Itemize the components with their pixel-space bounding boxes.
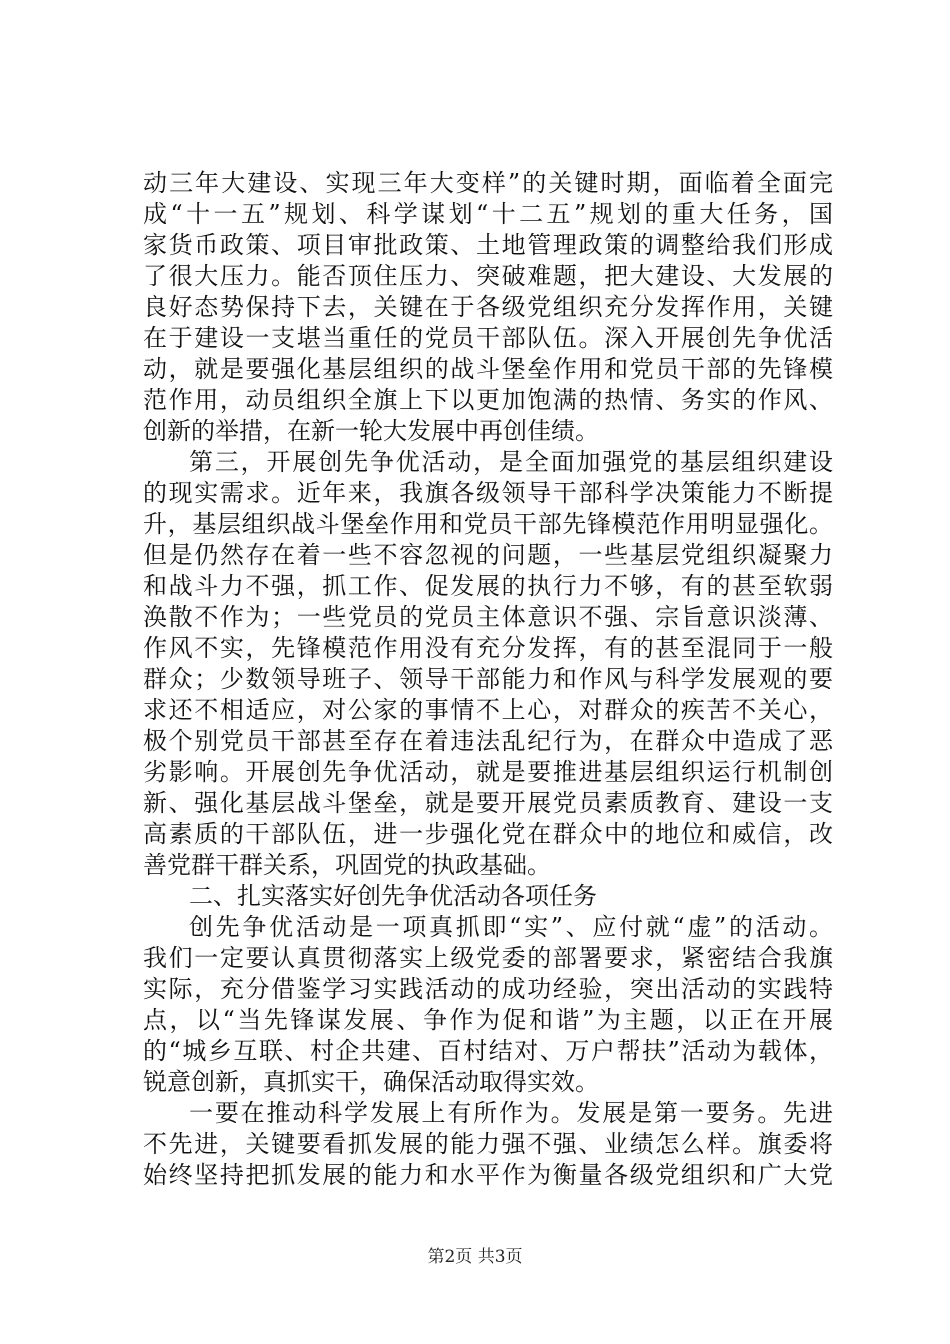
text-line: 升，基层组织战斗堡垒作用和党员干部先锋模范作用明显强化。 xyxy=(143,510,833,538)
document-body xyxy=(143,168,833,1191)
text-line: 了很大压力。能否顶住压力、突破难题，把大建设、大发展的 xyxy=(143,262,833,290)
text-line: 动三年大建设、实现三年大变样”的关键时期，面临着全面完 xyxy=(143,169,833,197)
text-line: 和战斗力不强，抓工作、促发展的执行力不够，有的甚至软弱 xyxy=(143,572,833,600)
text-line: 求还不相适应，对公家的事情不上心，对群众的疾苦不关心， xyxy=(143,696,833,724)
text-line: 的现实需求。近年来，我旗各级领导干部科学决策能力不断提 xyxy=(143,479,833,507)
text-line: 群众；少数领导班子、领导干部能力和作风与科学发展观的要 xyxy=(143,665,833,693)
text-line: 创先争优活动是一项真抓即“实”、应付就“虚”的活动。 xyxy=(189,913,833,941)
text-line: 高素质的干部队伍，进一步强化党在群众中的地位和威信，改 xyxy=(143,820,833,848)
text-line: 锐意创新，真抓实干，确保活动取得实效。 xyxy=(143,1068,599,1096)
text-line: 第三，开展创先争优活动，是全面加强党的基层组织建设 xyxy=(189,448,833,476)
text-line: 动，就是要强化基层组织的战斗堡垒作用和党员干部的先锋模 xyxy=(143,355,833,383)
text-line: 良好态势保持下去，关键在于各级党组织充分发挥作用，关键 xyxy=(143,293,833,321)
text-line: 范作用，动员组织全旗上下以更加饱满的热情、务实的作风、 xyxy=(143,386,833,414)
text-line: 劣影响。开展创先争优活动，就是要推进基层组织运行机制创 xyxy=(143,758,833,786)
text-line: 一要在推动科学发展上有所作为。发展是第一要务。先进 xyxy=(189,1099,833,1127)
text-line: 不先进，关键要看抓发展的能力强不强、业绩怎么样。旗委将 xyxy=(143,1130,833,1158)
text-line: 善党群干群关系，巩固党的执政基础。 xyxy=(143,851,551,879)
text-line: 极个别党员干部甚至存在着违法乱纪行为，在群众中造成了恶 xyxy=(143,727,833,755)
text-line: 二、扎实落实好创先争优活动各项任务 xyxy=(189,882,597,910)
text-line: 始终坚持把抓发展的能力和水平作为衡量各级党组织和广大党 xyxy=(143,1161,833,1189)
text-line: 新、强化基层战斗堡垒，就是要开展党员素质教育、建设一支 xyxy=(143,789,833,817)
text-line: 家货币政策、项目审批政策、土地管理政策的调整给我们形成 xyxy=(143,231,833,259)
text-line: 成“十一五”规划、科学谋划“十二五”规划的重大任务，国 xyxy=(143,200,833,228)
text-line: 的“城乡互联、村企共建、百村结对、万户帮扶”活动为载体， xyxy=(143,1037,833,1065)
text-line: 作风不实，先锋模范作用没有充分发挥，有的甚至混同于一般 xyxy=(143,634,833,662)
text-line: 在于建设一支堪当重任的党员干部队伍。深入开展创先争优活 xyxy=(143,324,833,352)
text-line: 实际，充分借鉴学习实践活动的成功经验，突出活动的实践特 xyxy=(143,975,833,1003)
text-line: 涣散不作为；一些党员的党员主体意识不强、宗旨意识淡薄、 xyxy=(143,603,833,631)
text-line: 创新的举措，在新一轮大发展中再创佳绩。 xyxy=(143,417,599,445)
page-footer: 第2页 共3页 xyxy=(427,1247,523,1267)
text-line: 点，以“当先锋谋发展、争作为促和谐”为主题，以正在开展 xyxy=(143,1006,833,1034)
text-line: 我们一定要认真贯彻落实上级党委的部署要求，紧密结合我旗 xyxy=(143,944,833,972)
text-line: 但是仍然存在着一些不容忽视的问题，一些基层党组织凝聚力 xyxy=(143,541,833,569)
